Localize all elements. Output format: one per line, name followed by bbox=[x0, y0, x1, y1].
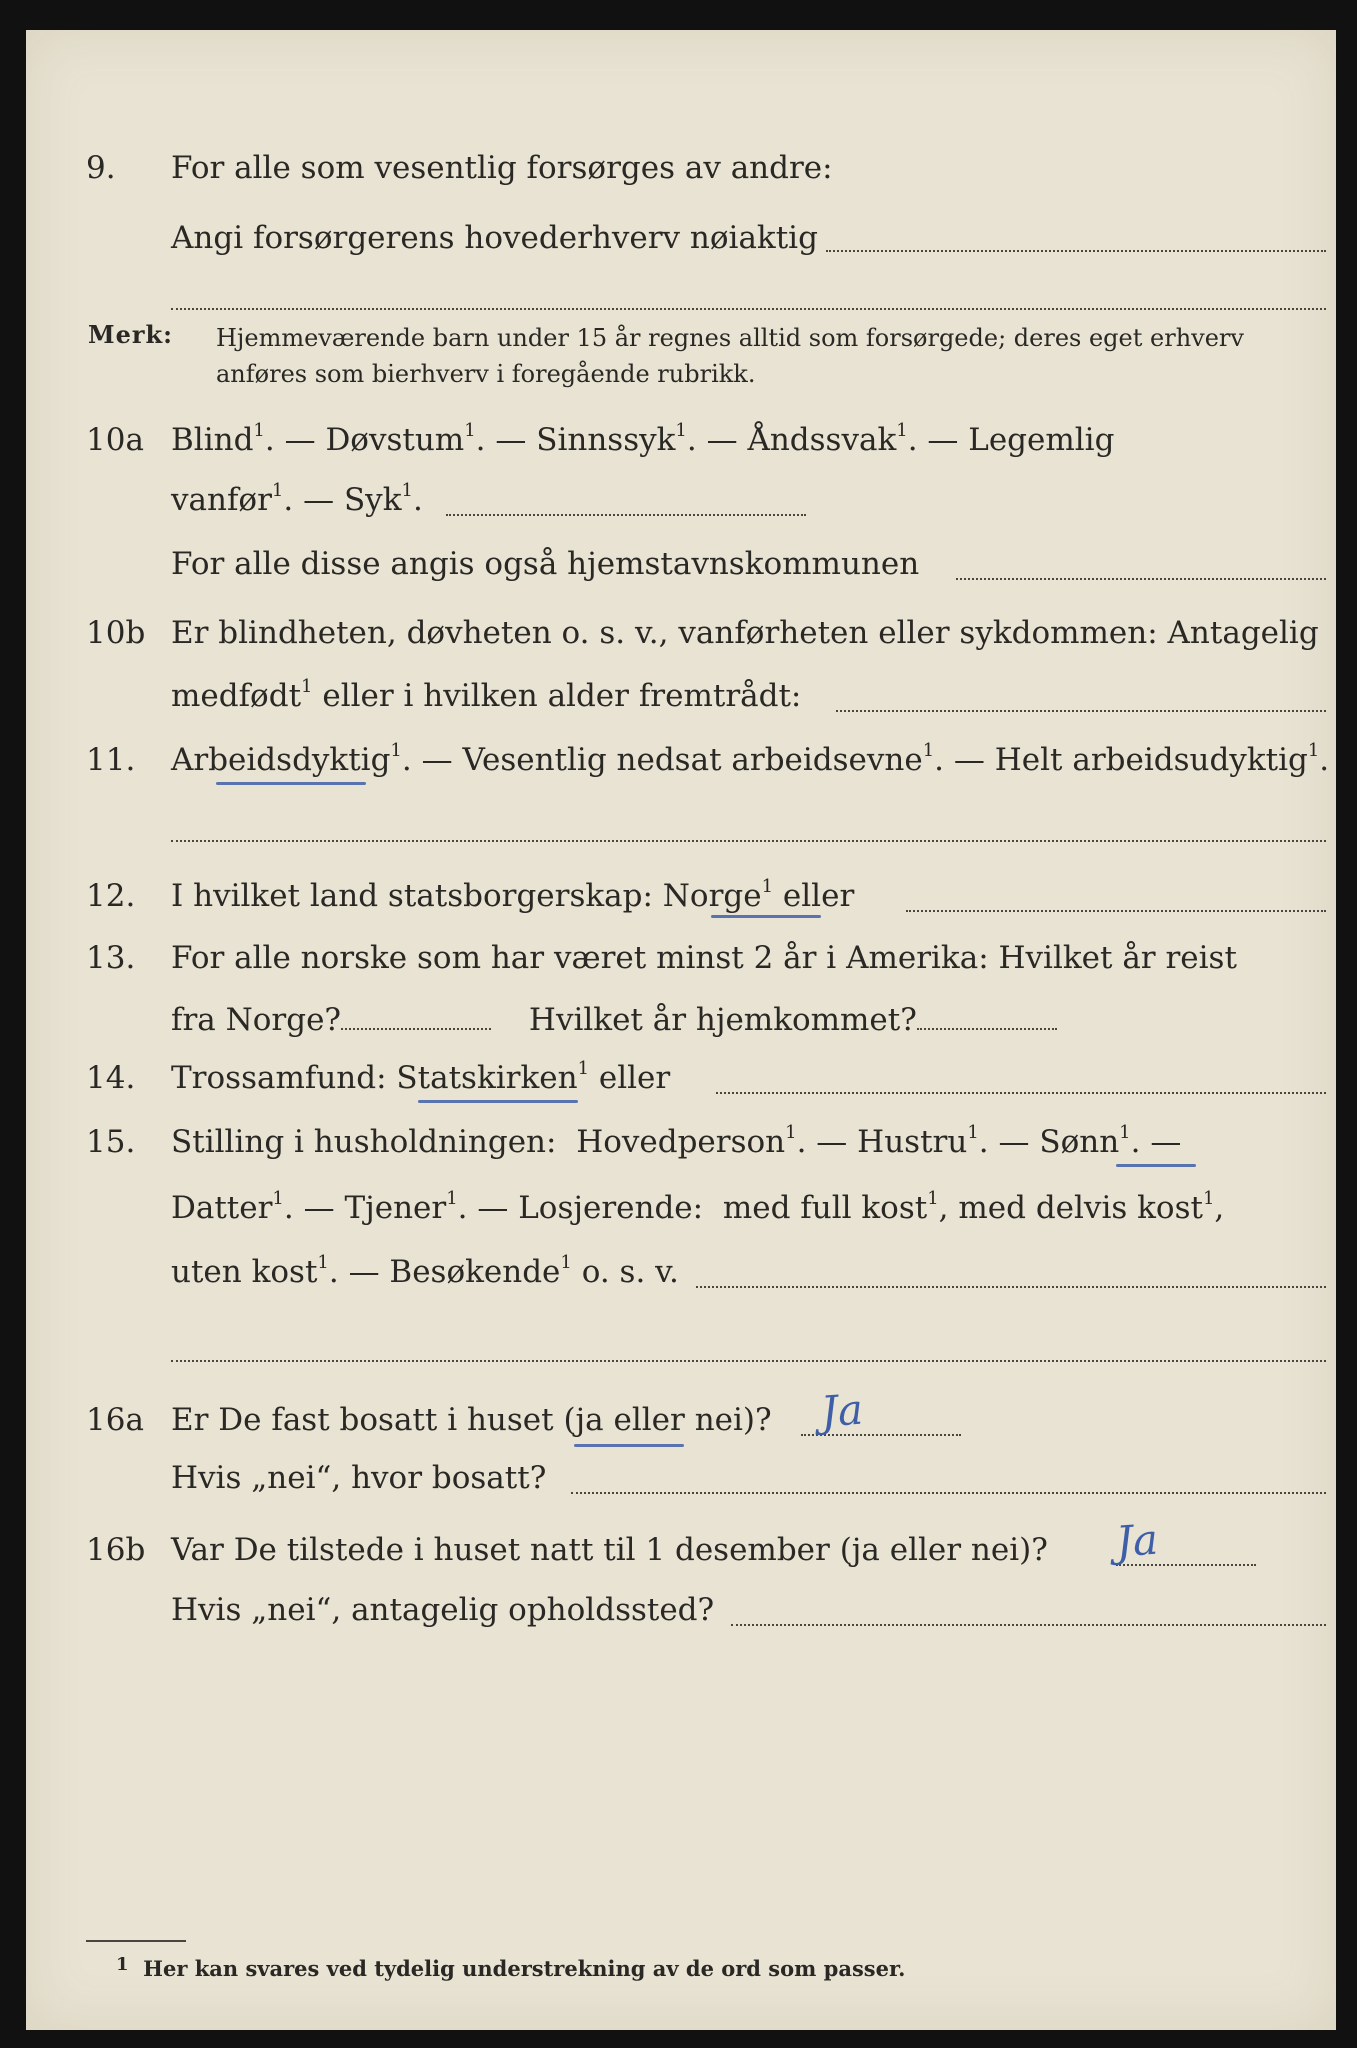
option-dovstum[interactable]: Døvstum bbox=[325, 422, 465, 458]
option-tjener[interactable]: Tjener bbox=[344, 1190, 447, 1226]
q9-answer-line-2[interactable] bbox=[171, 308, 1326, 310]
q15-label: Stilling i husholdningen: bbox=[171, 1124, 557, 1160]
census-form-page: 9. For alle som vesentlig forsørges av andre: Angi forsørgerens hovederhverv nøiaktig Merk: Hjemmeværende barn under 15 år regnes alltid som forsørgede; deres eget erhverv anføres som bierhverv i foregående rubrikk. 10a Blind$^1$. — Døvstum$^1$. — Sinnssyk$^1$. — Åndssvak$^1$. — Legemlig vanfør$^1$. — Syk$^1$. For alle disse angis også hjemstavnskommunen 10b Er blindheten, døvheten o. s. v., vanførheten eller sykdommen: Antagelig medfødt$^1$ eller i hvilken alder fremtrådt: 11. Arbeidsdyktig$^1$. — Vesentlig nedsat arbeidsevne$^1$. — Helt arbeidsudyktig$^1$. 12. I hvilket land statsborgerskap: Norge$^1$ eller 13. For alle norske som har været minst 2 år i Amerika: Hvilket år reist fra Norge? Hvilket år hjemkommet? 14. Trossamfund: Statskirken$^1$ eller 15. Stilling i husholdningen: Hovedperson$^1$. — Hustru$^1$. — Sønn$^1$. — Datter$^1$. — Tjener$^1$. — Losjerende: med full kost$^1$, med delvis kost$^1$, uten kost$^1$. — Besøkende$^1$ o. s. v. 16a Er De fast bosatt i huset (ja eller nei)? Ja Hvis „nei“, hvor bosatt? 16b Var De tilstede i huset natt til 1 desember (ja eller nei)? Ja Hvis „nei“, antagelig opholdssted? $^1$ Her kan svares ved tydelig understrekning av de ord som passer. bbox=[26, 30, 1336, 2030]
option-legemlig[interactable]: Legemlig bbox=[968, 422, 1115, 458]
underline-statskirken bbox=[418, 1100, 578, 1103]
q16a-text-2: Hvis „nei“, hvor bosatt? bbox=[171, 1460, 547, 1496]
q16a-handwritten-answer: Ja bbox=[819, 1384, 865, 1437]
q16b-number: 16b bbox=[86, 1532, 146, 1568]
q13-text-2a: fra Norge? bbox=[171, 1002, 342, 1038]
q14-answer-line[interactable] bbox=[716, 1092, 1326, 1094]
q11-number: 11. bbox=[86, 742, 136, 778]
q14-eller: eller bbox=[598, 1060, 671, 1096]
q14-number: 14. bbox=[86, 1060, 136, 1096]
option-hovedperson[interactable]: Hovedperson bbox=[576, 1124, 786, 1160]
q12-number: 12. bbox=[86, 878, 136, 914]
q16b-text-2: Hvis „nei“, antagelig opholdssted? bbox=[171, 1592, 715, 1628]
option-blind[interactable]: Blind bbox=[171, 422, 254, 458]
option-uten-kost[interactable]: uten kost bbox=[171, 1254, 318, 1290]
option-hustru[interactable]: Hustru bbox=[857, 1124, 968, 1160]
q10a-hjemstavn-line[interactable] bbox=[956, 578, 1326, 580]
q15-answer-line[interactable] bbox=[696, 1286, 1326, 1288]
option-statskirken[interactable]: Statskirken bbox=[396, 1060, 578, 1096]
underline-norge bbox=[711, 915, 821, 918]
q15-number: 15. bbox=[86, 1124, 136, 1160]
q16b-handwritten-answer: Ja bbox=[1114, 1514, 1160, 1567]
q10a-answer-line[interactable] bbox=[446, 514, 806, 516]
q16a-pen-mark bbox=[574, 1444, 684, 1447]
option-arbeidsdyktig[interactable]: Arbeidsdyktig bbox=[171, 742, 391, 778]
option-vanfor[interactable]: vanfør bbox=[171, 482, 272, 518]
q12-answer-line[interactable] bbox=[906, 910, 1326, 912]
q10a-text-3: For alle disse angis også hjemstavnskommunen bbox=[171, 546, 920, 582]
q10b-answer-line[interactable] bbox=[836, 710, 1326, 712]
footnote-mark: 1 bbox=[116, 1954, 129, 1975]
q16b-opholdssted-line[interactable] bbox=[731, 1624, 1326, 1626]
q13-text-1: For alle norske som har været minst 2 år i Amerika: Hvilket år reist bbox=[171, 940, 1237, 976]
q15-osv: o. s. v. bbox=[581, 1254, 679, 1290]
q10b-number: 10b bbox=[86, 615, 146, 651]
q13-hjemkommet-line[interactable] bbox=[917, 1028, 1057, 1030]
q16a-bosatt-line[interactable] bbox=[571, 1492, 1326, 1494]
option-sinnssyk[interactable]: Sinnssyk bbox=[536, 422, 676, 458]
q12-text: I hvilket land statsborgerskap: bbox=[171, 878, 653, 914]
footnote-text: Her kan svares ved tydelig understrekning av de ord som passer. bbox=[143, 1956, 906, 1981]
q11-answer-line[interactable] bbox=[171, 840, 1326, 842]
merk-text-1: Hjemmeværende barn under 15 år regnes alltid som forsørgede; deres eget erhverv bbox=[216, 324, 1244, 352]
footnote-rule bbox=[86, 1940, 186, 1942]
q10b-text-2: eller i hvilken alder fremtrådt: bbox=[322, 678, 802, 714]
q12-eller: eller bbox=[782, 878, 855, 914]
merk-text-2: anføres som bierhverv i foregående rubrikk. bbox=[216, 360, 756, 388]
q16a-number: 16a bbox=[86, 1402, 144, 1438]
option-andssvak[interactable]: Åndssvak bbox=[747, 422, 897, 458]
option-delvis-kost[interactable]: med delvis kost bbox=[958, 1190, 1203, 1226]
q9-text-1: For alle som vesentlig forsørges av andre: bbox=[171, 150, 833, 186]
q13-reist-line[interactable] bbox=[341, 1028, 491, 1030]
q9-number: 9. bbox=[86, 150, 116, 186]
option-arbeidsudyktig[interactable]: Helt arbeidsudyktig bbox=[994, 742, 1308, 778]
q14-label: Trossamfund: bbox=[171, 1060, 387, 1096]
q10a-options: Blind$^1$. — Døvstum$^1$. — Sinnssyk$^1$. — Åndssvak$^1$. — Legemlig bbox=[171, 420, 1115, 458]
option-datter[interactable]: Datter bbox=[171, 1190, 273, 1226]
option-norge[interactable]: Norge bbox=[662, 878, 762, 914]
q16a-text-1: Er De fast bosatt i huset (ja eller nei)? bbox=[171, 1402, 772, 1438]
option-sonn[interactable]: Sønn bbox=[1039, 1124, 1120, 1160]
q15-answer-line-2[interactable] bbox=[171, 1360, 1326, 1362]
option-full-kost[interactable]: med full kost bbox=[722, 1190, 928, 1226]
q15-losjerende: Losjerende: bbox=[518, 1190, 704, 1226]
option-syk[interactable]: Syk bbox=[343, 482, 402, 518]
merk-label: Merk: bbox=[88, 320, 173, 349]
q13-text-2b: Hvilket år hjemkommet? bbox=[528, 1002, 917, 1038]
option-nedsat-arbeidsevne[interactable]: Vesentlig nedsat arbeidsevne bbox=[462, 742, 923, 778]
q16b-text-1: Var De tilstede i huset natt til 1 desember (ja eller nei)? bbox=[171, 1532, 1048, 1568]
q13-number: 13. bbox=[86, 940, 136, 976]
q10a-number: 10a bbox=[86, 422, 144, 458]
underline-arbeidsdyktig bbox=[216, 782, 366, 785]
option-medfodt[interactable]: medfødt bbox=[171, 678, 302, 714]
option-besokende[interactable]: Besøkende bbox=[389, 1254, 561, 1290]
q10b-text-1: Er blindheten, døvheten o. s. v., vanførheten eller sykdommen: Antagelig bbox=[171, 615, 1319, 651]
footnote bbox=[116, 1956, 905, 1981]
q9-answer-line[interactable] bbox=[826, 250, 1326, 252]
underline-sonn bbox=[1116, 1164, 1196, 1167]
q9-text-2: Angi forsørgerens hovederhverv nøiaktig bbox=[171, 220, 818, 256]
